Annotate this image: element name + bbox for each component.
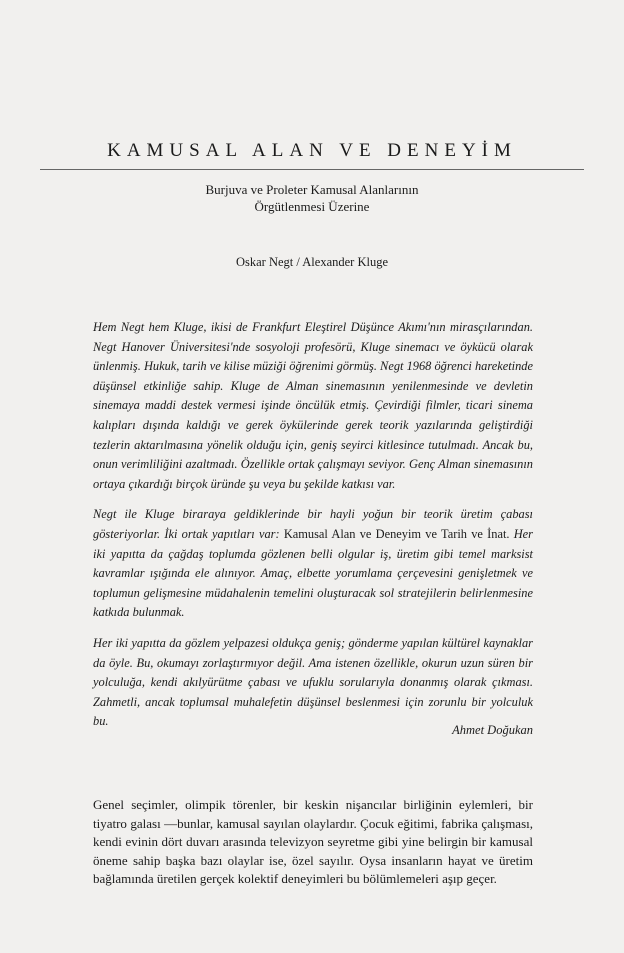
- intro-paragraph-2: [93, 505, 533, 623]
- article-authors: Oskar Negt / Alexander Kluge: [235, 255, 389, 269]
- running-header: KAMUSAL ALAN VE DENEYİM: [107, 140, 517, 161]
- main-paragraph-1: Genel seçimler, olimpik törenler, bir keskin nişancılar birliğinin eylemleri, bir tiyatro galası —bunlar, kamusal sayılan olaylardır. Çocuk eğitimi, fabrika çalışması, kendi evinin dört duvarı arasında televizyon seyretme gibi yine belirgin bir kamusal öneme sahip başka bazı olaylar ise, özel sayılır. Oysa insanların hayat ve üretim bağlamında üretilen gerçek kolektif deneyimleri bu bölümlemeleri aşıp geçer.: [93, 797, 533, 887]
- article-subtitle: [0, 181, 624, 215]
- intro-paragraph-2-a: Negt ile Kluge biraraya geldiklerinde bir hayli yoğun bir teorik üretim çabası gösteriyorlar. İki ortak yapıtları var:: [93, 507, 533, 541]
- translator-signature: Ahmet Doğukan: [452, 723, 533, 737]
- intro-paragraph-1: Hem Negt hem Kluge, ikisi de Frankfurt Eleştirel Düşünce Akımı'nın mirasçılarından. Negt Hanover Üniversitesi'nde sosyoloji profesörü, Kluge sinemacı ve öykücü olarak ünlenmiş. Hukuk, tarih ve kilise müziği öğrenimi görmüş. Negt 1968 öğrenci hareketinde düşünsel etkinliğe sahip. Kluge de Alman sinemasının yenilenmesinde ve devletin sinemaya maddi destek vermesi işinde öncülük etmiş. Çevirdiği filmler, ticari sinema kalıpları dışında kaldığı ve gerek öykülerinde gerek teorik yazılarında geliştirdiği tezlerin aktarılmasına yönelik olduğu için, geniş seyirci kitlesince tutulmadı. Ancak bu, onun verimliliğini azaltmadı. Özellikle ortak çalışmayı seviyor. Genç Alman sinemasının ortaya çıkardığı birçok üründe şu veya bu şekilde katkısı var.: [93, 320, 533, 491]
- subtitle-line-2: Örgütlenmesi Üzerine: [254, 199, 370, 214]
- subtitle-line-1: Burjuva ve Proleter Kamusal Alanlarının: [205, 182, 419, 197]
- main-text: [93, 796, 533, 889]
- translator-introduction: [93, 318, 533, 743]
- intro-paragraph-2-conj: ve: [421, 526, 441, 541]
- header-rule: [40, 169, 584, 170]
- intro-paragraph-3: Her iki yapıtta da gözlem yelpazesi oldukça geniş; gönderme yapılan kültürel kaynaklar da öyle. Bu, okumayı zorlaştırmıyor değil. Ama istenen özellikle, okurun uzun süren bir yolculuğa, kendi akılyürütme çabası ve ufuklu sorularıyla donanmış olarak çıkması. Zahmetli, ancak toplumsal muhalefetin düşünsel beslenmesi için zorunlu bir yolculuk bu.: [93, 635, 533, 729]
- book-title-tarih-ve-inat: Tarih ve İnat.: [441, 526, 510, 541]
- intro-paragraph-2-e: Her iki yapıtta da çağdaş toplumda gözlenen belli olgular iş, üretim gibi temel marksist kavramlar ışığında ele alınıyor. Amaç, elbette yorumlama çerçevesini genişletmek ve toplumun gelişmesine müdahalenin temelini oluşturacak sol stratejilerin belirlenmesine katkıda bulunmak.: [93, 526, 533, 620]
- book-title-kamusal-alan: Kamusal Alan ve Deneyim: [283, 526, 422, 541]
